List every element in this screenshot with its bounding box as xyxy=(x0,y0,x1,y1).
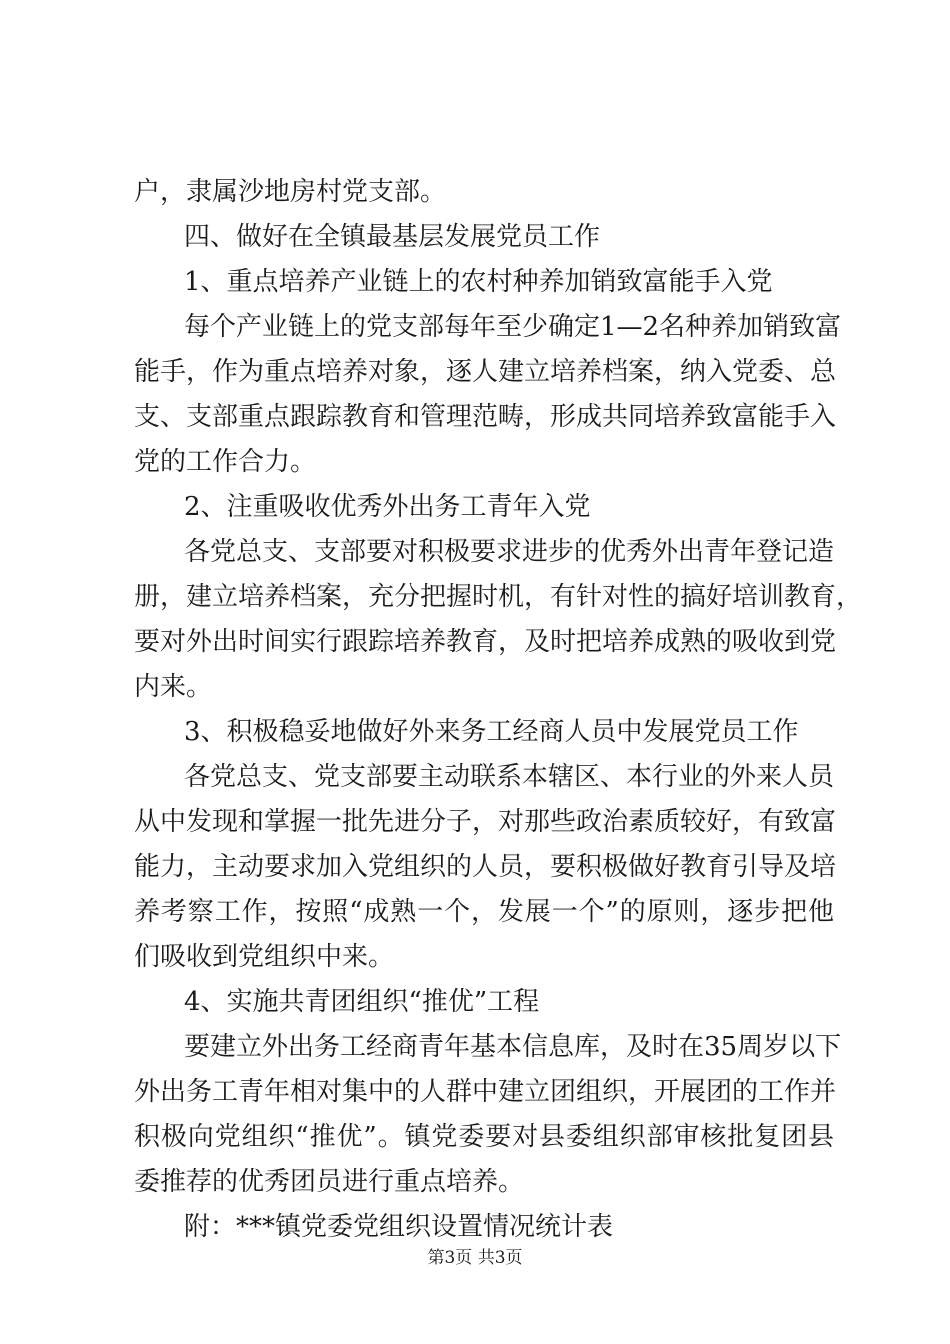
subsection-heading: 1、重点培养产业链上的农村种养加销致富能手入党 xyxy=(184,267,773,297)
text-line: 要建立外出务工经商青年基本信息库，及时在35周岁以下 xyxy=(184,1032,842,1062)
text-line: 能力，主动要求加入党组织的人员，要积极做好教育引导及培 xyxy=(134,852,837,882)
text-line: 们吸收到党组织中来。 xyxy=(134,942,395,972)
text-line: 户，隶属沙地房村党支部。 xyxy=(134,177,447,207)
text-line: 要对外出时间实行跟踪培养教育，及时把培养成熟的吸收到党 xyxy=(134,627,837,657)
text-line: 内来。 xyxy=(134,672,213,702)
text-line: 能手，作为重点培养对象，逐人建立培养档案，纳入党委、总 xyxy=(134,357,837,387)
text-line: 外出务工青年相对集中的人群中建立团组织，开展团的工作并 xyxy=(134,1077,837,1107)
text-line: 支、支部重点跟踪教育和管理范畴，形成共同培养致富能手入 xyxy=(134,402,837,432)
appendix-note: 附：***镇党委党组织设置情况统计表 xyxy=(184,1212,614,1242)
subsection-heading: 4、实施共青团组织“推优”工程 xyxy=(184,987,540,1017)
page-number-footer: 第3页 共3页 xyxy=(427,1248,523,1268)
text-line: 养考察工作，按照“成熟一个，发展一个”的原则，逐步把他 xyxy=(134,897,834,927)
text-line: 各党总支、党支部要主动联系本辖区、本行业的外来人员 xyxy=(184,762,835,792)
text-line: 各党总支、支部要对积极要求进步的优秀外出青年登记造 xyxy=(184,537,835,567)
section-heading: 四、做好在全镇最基层发展党员工作 xyxy=(184,222,601,252)
text-line: 从中发现和掌握一批先进分子，对那些政治素质较好，有致富 xyxy=(134,807,837,837)
subsection-heading: 2、注重吸收优秀外出务工青年入党 xyxy=(184,492,591,522)
text-line: 党的工作合力。 xyxy=(134,447,317,477)
text-line: 册，建立培养档案，充分把握时机，有针对性的搞好培训教育， xyxy=(134,582,863,612)
document-body xyxy=(134,170,863,1250)
text-line: 每个产业链上的党支部每年至少确定1—2名种养加销致富 xyxy=(184,312,842,342)
subsection-heading: 3、积极稳妥地做好外来务工经商人员中发展党员工作 xyxy=(184,717,799,747)
text-line: 积极向党组织“推优”。镇党委要对县委组织部审核批复团县 xyxy=(134,1122,834,1152)
text-line: 委推荐的优秀团员进行重点培养。 xyxy=(134,1167,525,1197)
